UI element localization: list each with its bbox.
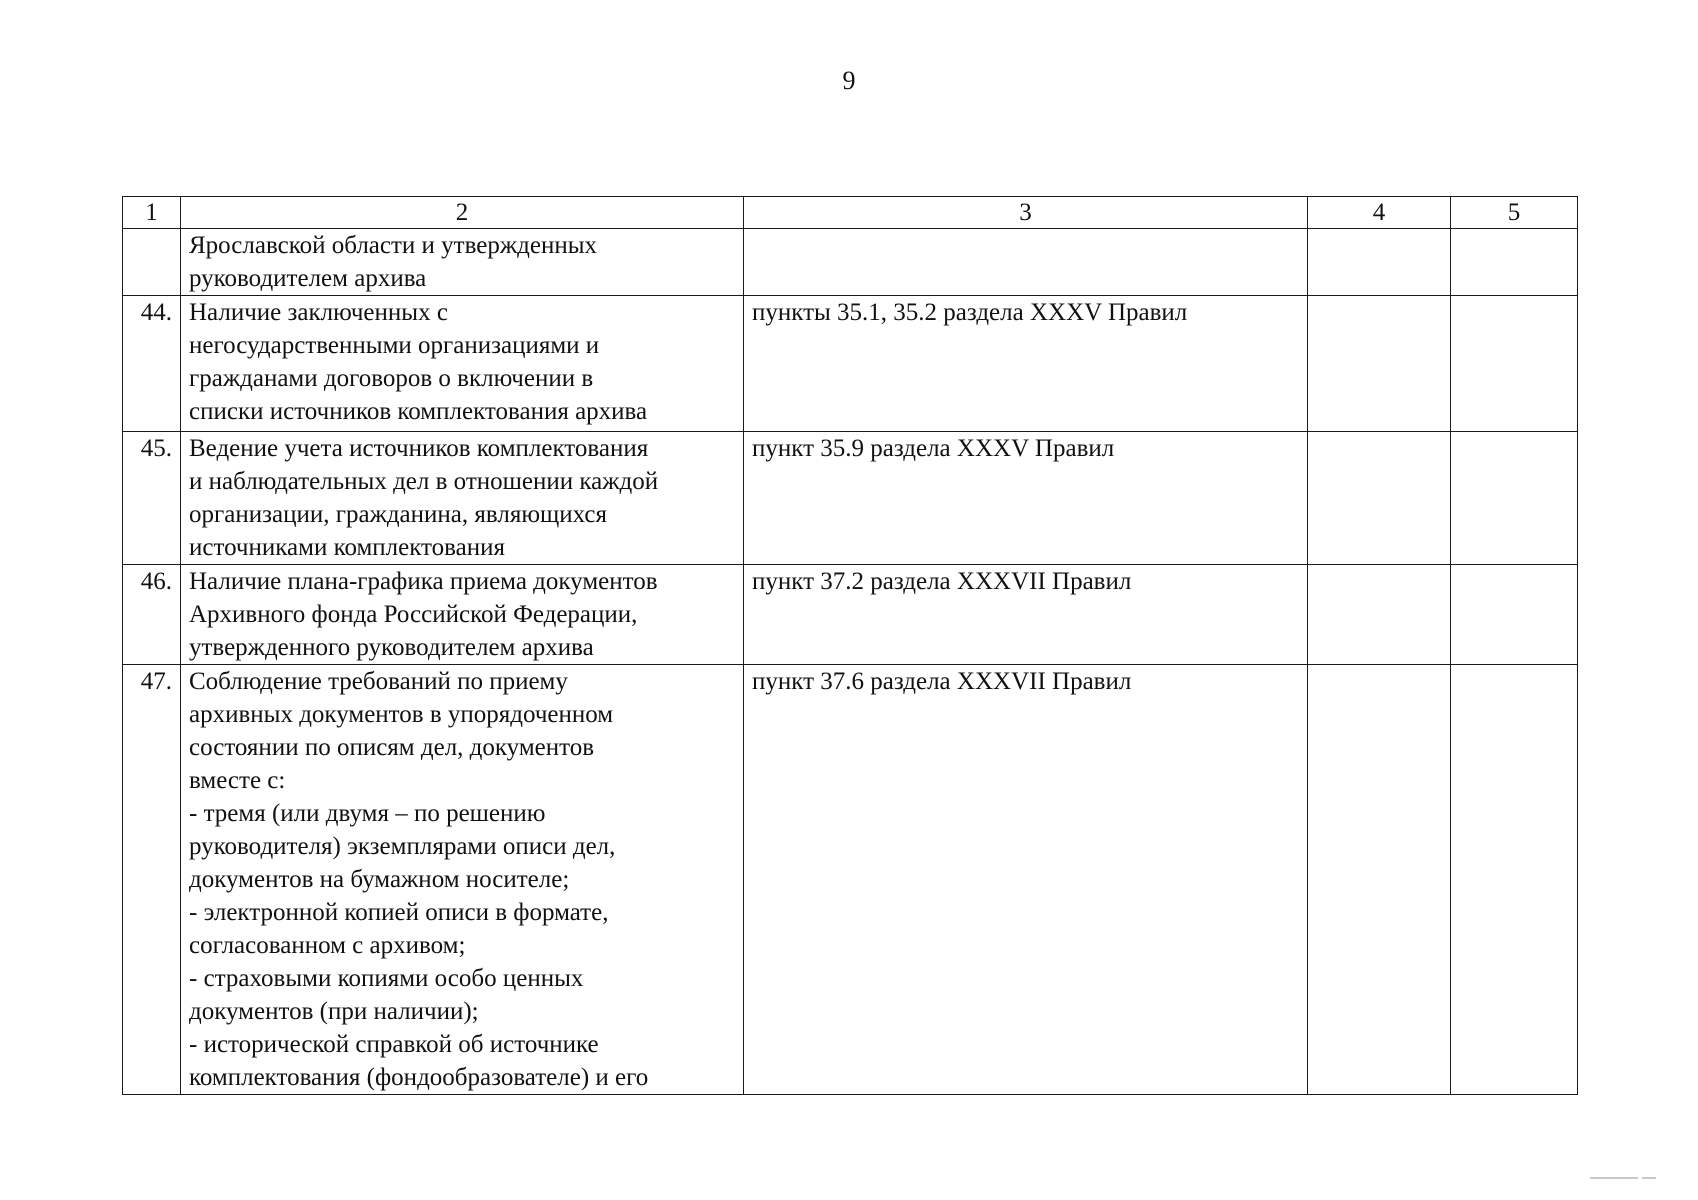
column-header: 5 xyxy=(1451,197,1578,229)
column-header: 1 xyxy=(123,197,181,229)
requirement-line: согласованном с архивом; xyxy=(189,932,466,959)
row-number: 45. xyxy=(123,432,181,565)
requirement-line: негосударственными организациями и xyxy=(189,332,600,359)
requirement-line: Наличие плана-графика приема документов xyxy=(189,568,658,595)
requirement-line: - исторической справкой об источнике xyxy=(189,1031,599,1058)
table-row xyxy=(123,432,1578,565)
requirement-line: Ведение учета источников комплектования xyxy=(189,435,649,462)
scan-artifact xyxy=(1642,1177,1656,1179)
column-4-cell xyxy=(1308,296,1451,432)
requirement-line: документов (при наличии); xyxy=(189,998,479,1025)
requirement-line: - тремя (или двумя – по решению xyxy=(189,800,546,827)
requirement-line: архивных документов в упорядоченном xyxy=(189,701,614,728)
reference-text: пункты 35.1, 35.2 раздела XXXV Правил xyxy=(744,296,1308,432)
column-5-cell xyxy=(1451,432,1578,565)
column-header: 3 xyxy=(744,197,1308,229)
requirement-text xyxy=(181,229,744,296)
requirement-line: и наблюдательных дел в отношении каждой xyxy=(189,468,659,495)
requirement-line: Архивного фонда Российской Федерации, xyxy=(189,601,638,628)
column-header: 4 xyxy=(1308,197,1451,229)
requirement-line: списки источников комплектования архива xyxy=(189,398,648,425)
reference-text: пункт 35.9 раздела XXXV Правил xyxy=(744,432,1308,565)
reference-text: пункт 37.2 раздела XXXVII Правил xyxy=(744,565,1308,665)
row-number: 44. xyxy=(123,296,181,432)
reference-text xyxy=(744,229,1308,296)
row-number xyxy=(123,229,181,296)
requirement-line: гражданами договоров о включении в xyxy=(189,365,594,392)
requirement-line: - страховыми копиями особо ценных xyxy=(189,965,584,992)
column-5-cell xyxy=(1451,565,1578,665)
column-4-cell xyxy=(1308,229,1451,296)
column-4-cell xyxy=(1308,432,1451,565)
scan-artifact xyxy=(1590,1177,1638,1179)
row-number: 47. xyxy=(123,665,181,1095)
column-4-cell xyxy=(1308,565,1451,665)
column-5-cell xyxy=(1451,665,1578,1095)
requirement-line: вместе с: xyxy=(189,767,286,794)
requirement-line: - электронной копией описи в формате, xyxy=(189,899,609,926)
requirement-text xyxy=(181,665,744,1095)
requirement-text xyxy=(181,296,744,432)
requirement-text xyxy=(181,565,744,665)
table-row xyxy=(123,565,1578,665)
column-header: 2 xyxy=(181,197,744,229)
requirement-line: утвержденного руководителем архива xyxy=(189,634,594,661)
table-row xyxy=(123,665,1578,1095)
column-5-cell xyxy=(1451,229,1578,296)
requirement-line: руководителем архива xyxy=(189,265,427,292)
requirement-line: документов на бумажном носителе; xyxy=(189,866,570,893)
requirement-line: Наличие заключенных с xyxy=(189,299,448,326)
column-5-cell xyxy=(1451,296,1578,432)
requirement-line: комплектования (фондообразователе) и его xyxy=(189,1064,649,1091)
requirement-line: источниками комплектования xyxy=(189,534,505,561)
requirement-line: состоянии по описям дел, документов xyxy=(189,734,595,761)
reference-text: пункт 37.6 раздела XXXVII Правил xyxy=(744,665,1308,1095)
table-row xyxy=(123,229,1578,296)
row-number: 46. xyxy=(123,565,181,665)
requirement-line: Соблюдение требований по приему xyxy=(189,668,568,695)
table-row xyxy=(123,296,1578,432)
table-header-row xyxy=(123,197,1578,229)
column-4-cell xyxy=(1308,665,1451,1095)
requirement-line: Ярославской области и утвержденных xyxy=(189,232,597,259)
requirement-line: организации, гражданина, являющихся xyxy=(189,501,608,528)
page-number: 9 xyxy=(842,66,856,95)
requirement-line: руководителя) экземплярами описи дел, xyxy=(189,833,616,860)
requirements-table xyxy=(122,196,1578,1095)
requirement-text xyxy=(181,432,744,565)
